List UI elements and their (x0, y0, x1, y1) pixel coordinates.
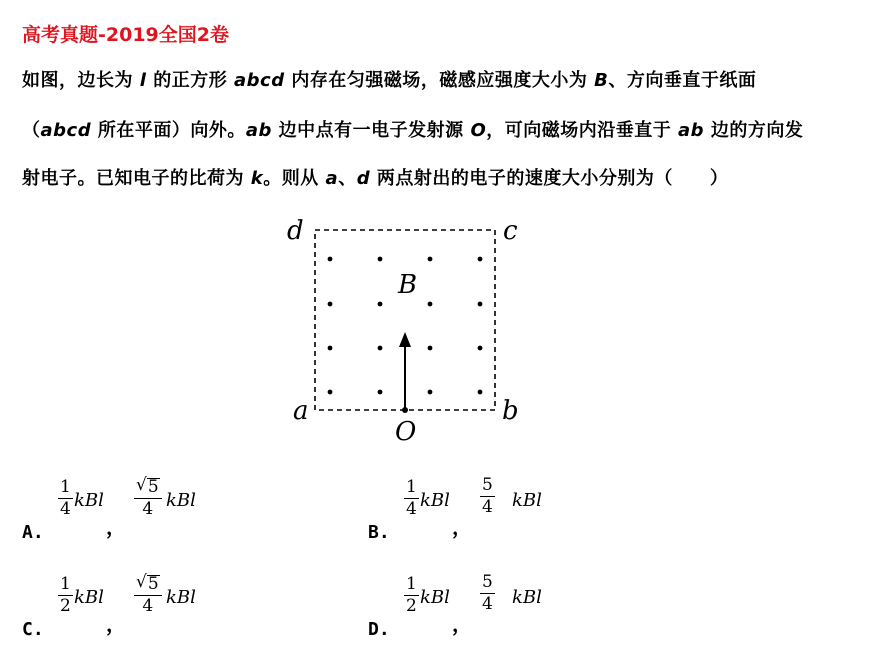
field-dot (478, 302, 483, 307)
numerator: 1 (60, 477, 71, 497)
option-letter: D. (368, 619, 390, 640)
corner-label-b: b (502, 396, 519, 426)
denominator: 4 (142, 499, 154, 519)
velocity-arrow-head (399, 332, 411, 347)
sqrt-expression (136, 477, 160, 496)
denominator: 2 (406, 596, 417, 616)
denominator: 2 (60, 596, 71, 616)
field-dot (378, 257, 383, 262)
fraction-1 (404, 479, 419, 518)
text: 边的方向发 (704, 120, 804, 141)
text: 、方向垂直于纸面 (608, 70, 757, 91)
fraction-2 (480, 477, 495, 516)
var-a: a (325, 168, 339, 189)
var-l: l (139, 70, 147, 91)
expression-2: kBl (512, 490, 542, 511)
expression-1: kBl (74, 490, 104, 511)
corner-label-a: a (293, 396, 309, 426)
denominator: 4 (482, 497, 493, 517)
fraction-1 (404, 576, 419, 615)
field-dot (478, 390, 483, 395)
corner-label-d: d (287, 216, 304, 246)
option-letter: A. (22, 522, 44, 543)
corner-label-c: c (503, 216, 518, 246)
expression-1: kBl (420, 587, 450, 608)
field-dot (428, 346, 433, 351)
radical-sign: √ (136, 475, 147, 495)
field-dot (428, 302, 433, 307)
text: 如图，边长为 (22, 70, 140, 91)
var-abcd: abcd (234, 70, 285, 91)
text: 、 (338, 168, 357, 189)
var-d: d (356, 168, 371, 189)
radical-sign: √ (136, 572, 147, 592)
option-d[interactable] (368, 572, 698, 642)
separator-comma: ， (452, 612, 472, 636)
text: 射电子。已知电子的比荷为 (22, 168, 251, 189)
field-dot (428, 257, 433, 262)
denominator: 4 (142, 596, 154, 616)
numerator (134, 477, 162, 499)
fraction-1 (58, 479, 73, 518)
field-label-B: B (398, 270, 418, 300)
expression-2: kBl (166, 587, 196, 608)
fraction-1 (58, 576, 73, 615)
numerator-value: 5 (482, 572, 493, 592)
option-b[interactable] (368, 475, 698, 545)
text: ，可向磁场内沿垂直于 (486, 120, 679, 141)
field-dot (478, 346, 483, 351)
separator-comma: ， (452, 515, 472, 539)
text: 内存在匀强磁场，磁感应强度大小为 (284, 70, 595, 91)
expression-1: kBl (74, 587, 104, 608)
expression-1: kBl (420, 490, 450, 511)
field-dot (328, 257, 333, 262)
denominator: 4 (406, 499, 417, 519)
field-dot (378, 346, 383, 351)
var-k: k (250, 168, 264, 189)
numerator: 1 (60, 574, 71, 594)
field-dot (328, 346, 333, 351)
radicand: 5 (147, 574, 159, 594)
expression-2: kBl (512, 587, 542, 608)
question-line-2 (22, 116, 882, 142)
expression-2: kBl (166, 490, 196, 511)
field-dot (328, 390, 333, 395)
option-letter: B. (368, 522, 390, 543)
numerator (134, 574, 162, 596)
separator-comma: ， (106, 515, 126, 539)
fraction-2 (134, 574, 162, 615)
text: 。则从 (263, 168, 326, 189)
option-letter: C. (22, 619, 44, 640)
question-line-1 (22, 66, 882, 92)
fraction-2 (134, 477, 162, 518)
numerator (480, 477, 495, 497)
field-dot (328, 302, 333, 307)
numerator: 1 (406, 574, 417, 594)
field-dot (378, 390, 383, 395)
source-point (402, 407, 408, 413)
separator-comma: ， (106, 612, 126, 636)
text: 所在平面）向外。 (91, 120, 246, 141)
var-O: O (470, 120, 487, 141)
text: 边中点有一电子发射源 (271, 120, 471, 141)
exam-source-title: 高考真题-2019全国2卷 (22, 24, 229, 46)
fraction-2 (480, 574, 495, 613)
field-dot (478, 257, 483, 262)
numerator-value: 5 (482, 475, 493, 495)
magnetic-field-figure (280, 210, 530, 460)
var-ab: ab (245, 120, 272, 141)
text: 两点射出的电子的速度大小分别为（ ） (370, 168, 729, 189)
var-abcd: abcd (40, 120, 92, 141)
source-label-O: O (395, 417, 417, 447)
var-ab: ab (678, 120, 705, 141)
field-dot (378, 302, 383, 307)
field-dot (428, 390, 433, 395)
question-line-3 (22, 164, 882, 190)
numerator: 1 (406, 477, 417, 497)
option-c[interactable] (22, 572, 352, 642)
numerator (480, 574, 495, 594)
var-B: B (594, 70, 609, 91)
sqrt-expression (136, 574, 160, 593)
radicand: 5 (147, 477, 159, 497)
denominator: 4 (60, 499, 71, 519)
option-a[interactable] (22, 475, 352, 545)
text: （ (22, 120, 41, 141)
denominator: 4 (482, 594, 493, 614)
text: 的正方形 (146, 70, 234, 91)
